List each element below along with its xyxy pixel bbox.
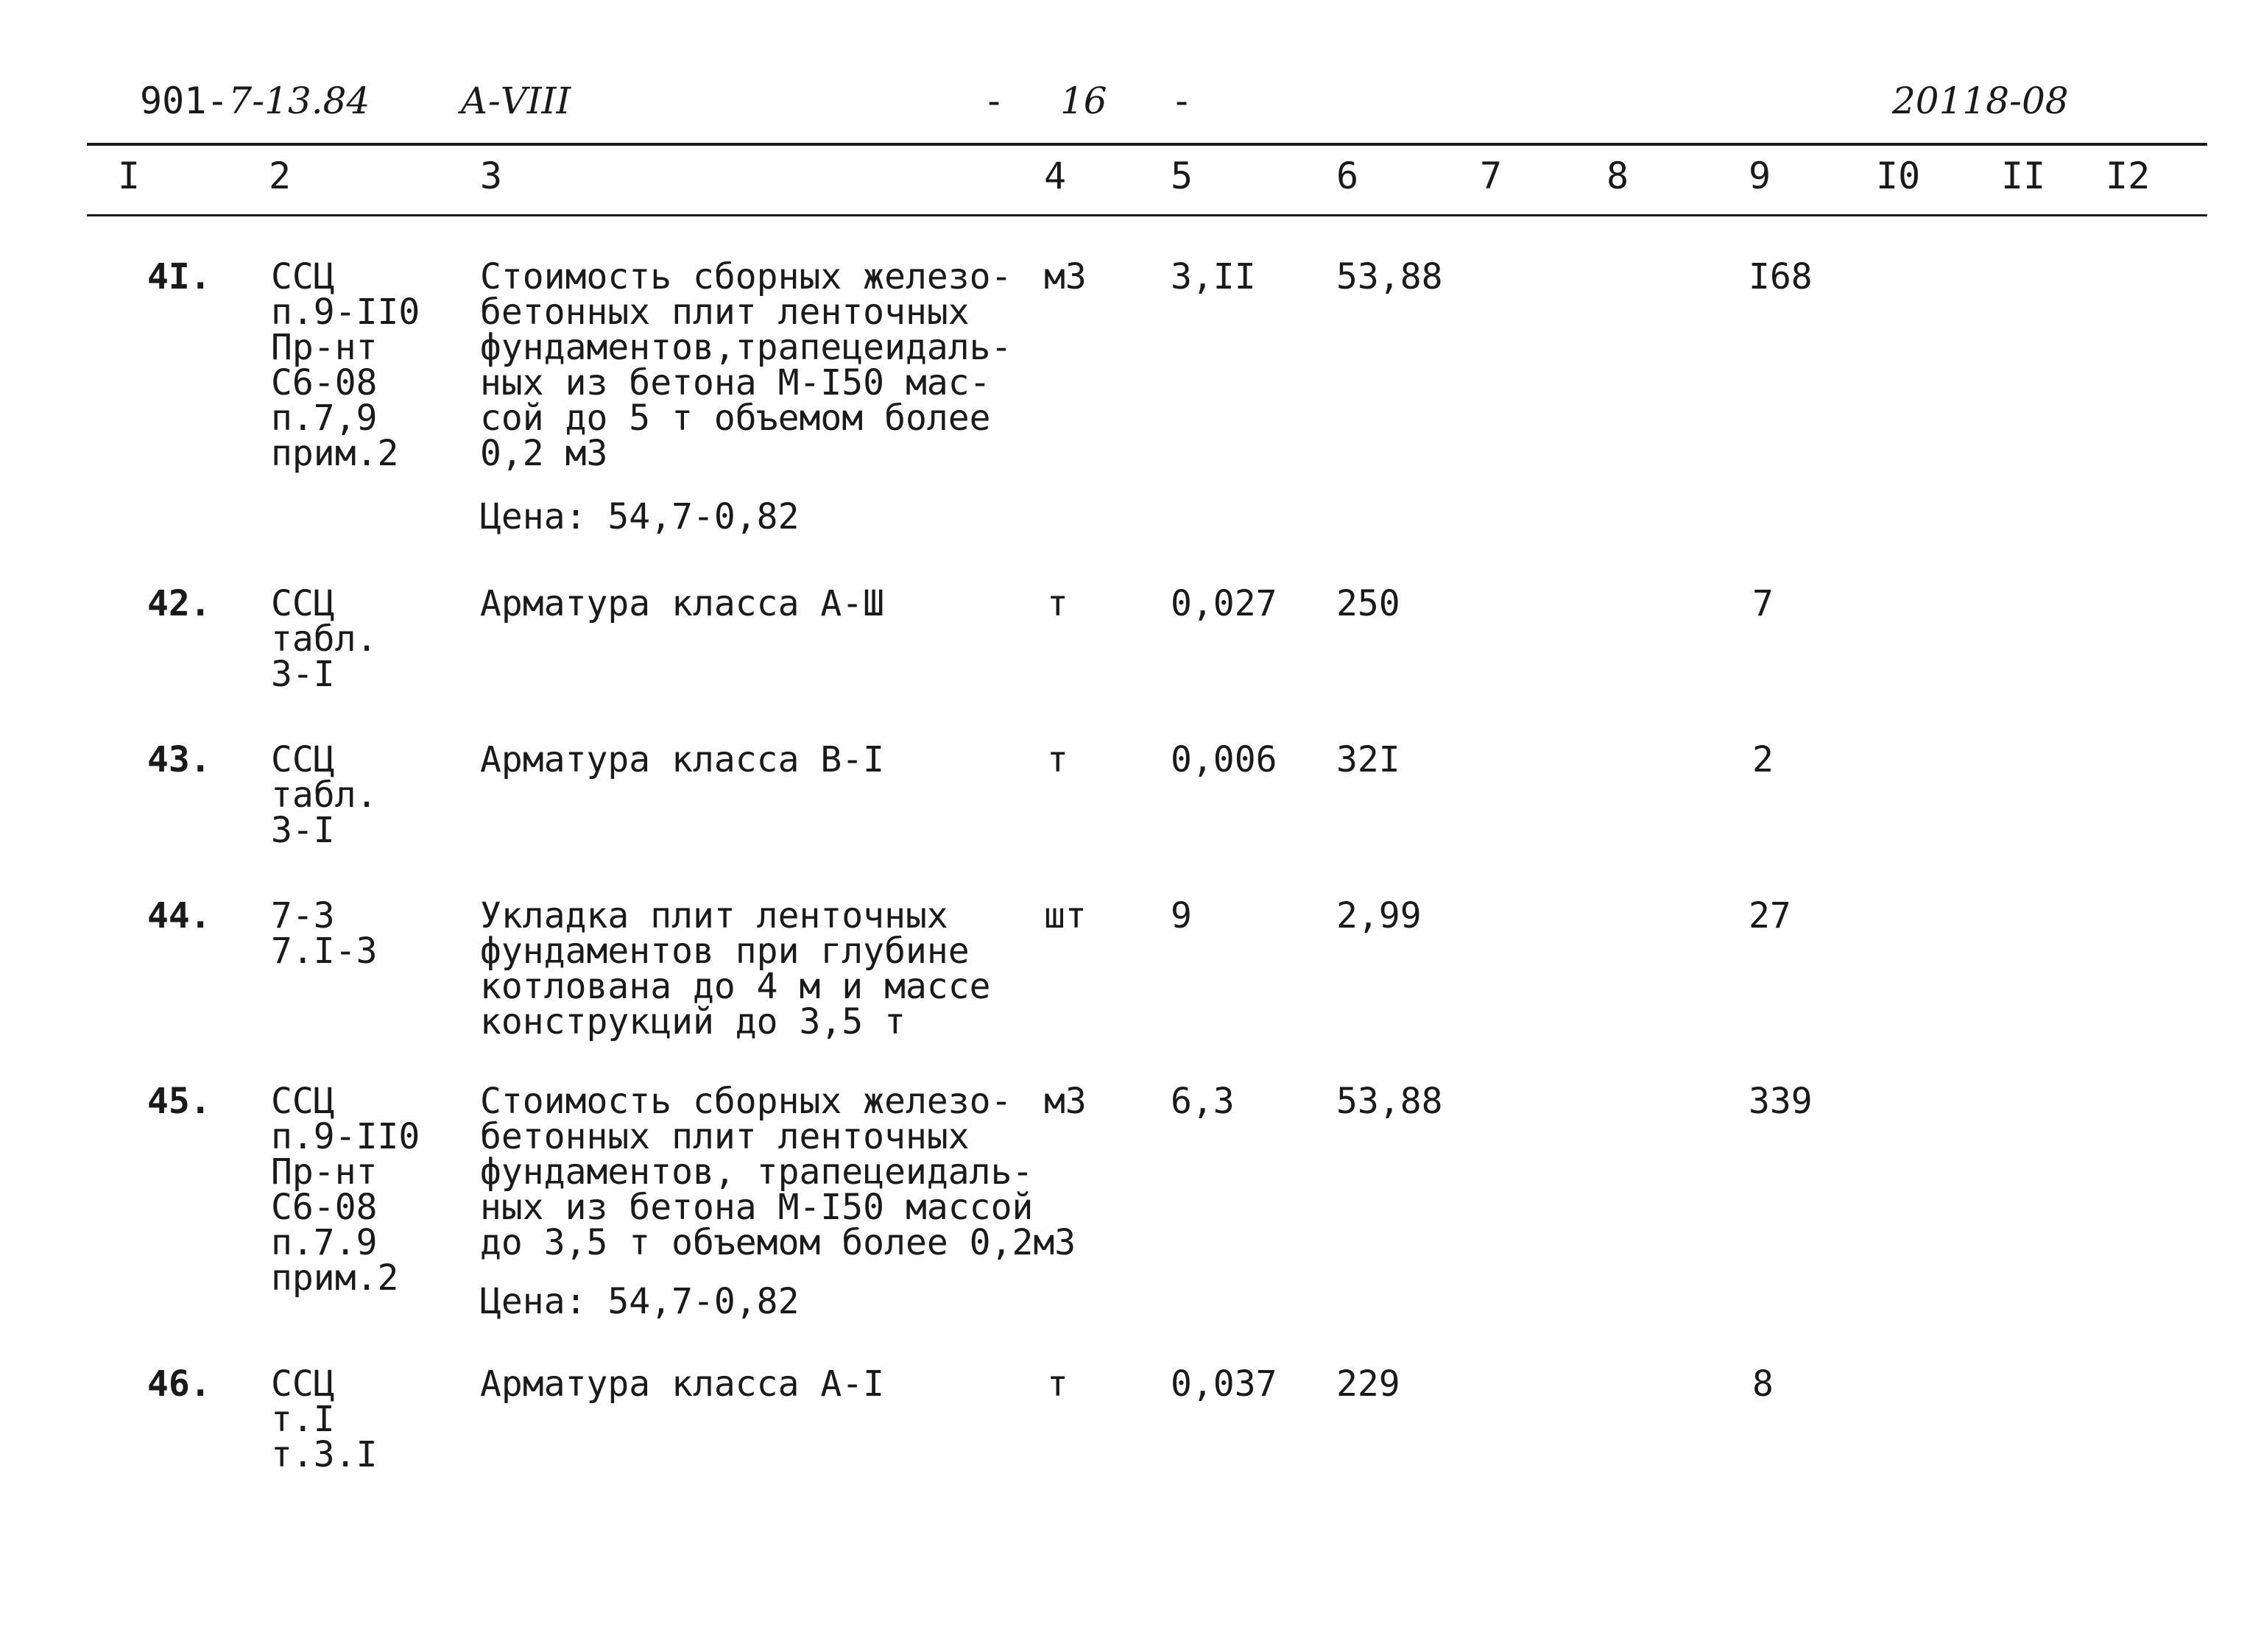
work-description: Стоимость сборных железо- бетонных плит ленточных фундаментов,трапецеидаль- ных из бетона М-I50 мас- сой до 5 т объемом более 0,2 м3 — [480, 256, 1012, 474]
row-number: 46. — [147, 1363, 211, 1405]
total-cost: 2 — [1752, 739, 1774, 780]
column-header: 9 — [1749, 155, 1771, 197]
work-description: Арматура класса А-Ш — [480, 583, 885, 624]
unit-cost: 32I — [1336, 739, 1400, 780]
column-header: 8 — [1606, 155, 1629, 197]
norm-reference: ССЦ табл. 3-I — [271, 583, 378, 695]
document-code-handwritten: 7-13.84 — [228, 80, 370, 122]
row-number: 4I. — [147, 256, 211, 297]
page-dash-right: - — [1171, 80, 1193, 122]
unit: м3 — [1044, 1081, 1087, 1122]
unit-cost: 229 — [1336, 1363, 1400, 1405]
total-cost: 8 — [1752, 1363, 1774, 1405]
column-header: 4 — [1044, 155, 1067, 197]
unit-cost: 53,88 — [1336, 256, 1443, 297]
price-note: Цена: 54,7-0,82 — [480, 1281, 800, 1322]
page-number: 16 — [1060, 80, 1107, 122]
quantity: 3,II — [1171, 256, 1256, 297]
price-note: Цена: 54,7-0,82 — [480, 496, 800, 537]
work-description: Стоимость сборных железо- бетонных плит ленточных фундаментов, трапецеидаль- ных из бетона М-I50 массой до 3,5 т объемом более 0,2м3 — [480, 1081, 1076, 1263]
row-number: 42. — [147, 583, 211, 624]
unit-cost: 53,88 — [1336, 1081, 1443, 1122]
column-header: I2 — [2106, 155, 2151, 197]
norm-reference: ССЦ п.9-II0 Пр-нт С6-08 п.7.9 прим.2 — [271, 1081, 420, 1299]
column-header: 5 — [1171, 155, 1193, 197]
unit: т — [1047, 739, 1068, 780]
quantity: 0,027 — [1171, 583, 1277, 624]
column-header: 2 — [269, 155, 292, 197]
unit-cost: 250 — [1336, 583, 1400, 624]
total-cost: 27 — [1749, 895, 1791, 936]
column-header: II — [2001, 155, 2046, 197]
header-bottom-rule — [87, 214, 2207, 216]
total-cost: 339 — [1749, 1081, 1813, 1122]
quantity: 0,006 — [1171, 739, 1277, 780]
quantity: 9 — [1171, 895, 1192, 936]
row-number: 44. — [147, 895, 211, 936]
work-description: Арматура класса В-I — [480, 739, 885, 780]
total-cost: I68 — [1749, 256, 1813, 297]
row-number: 43. — [147, 739, 211, 780]
unit: м3 — [1044, 256, 1087, 297]
sheet-code: 20118-08 — [1892, 80, 2069, 122]
column-header: 7 — [1480, 155, 1503, 197]
quantity: 0,037 — [1171, 1363, 1277, 1405]
norm-reference: ССЦ т.I т.3.I — [271, 1363, 378, 1475]
work-description: Арматура класса А-I — [480, 1363, 885, 1405]
column-header: I0 — [1876, 155, 1921, 197]
work-description: Укладка плит ленточных фундаментов при глубине котлована до 4 м и массе конструкций до 3,5 т — [480, 895, 991, 1042]
norm-reference: ССЦ п.9-II0 Пр-нт С6-08 п.7,9 прим.2 — [271, 256, 420, 474]
column-header: 3 — [480, 155, 503, 197]
row-number: 45. — [147, 1081, 211, 1122]
total-cost: 7 — [1752, 583, 1774, 624]
document-code — [140, 80, 370, 122]
unit: т — [1047, 1363, 1068, 1405]
column-header: 6 — [1336, 155, 1359, 197]
album-number: А-VIII — [460, 80, 571, 122]
unit-cost: 2,99 — [1336, 895, 1422, 936]
quantity: 6,3 — [1171, 1081, 1235, 1122]
page-dash-left: - — [983, 80, 1006, 122]
unit: шт — [1044, 895, 1087, 936]
document-code-printed: 901- — [140, 80, 229, 122]
norm-reference: ССЦ табл. 3-I — [271, 739, 378, 851]
norm-reference: 7-3 7.I-3 — [271, 895, 378, 972]
unit: т — [1047, 583, 1068, 624]
column-header: I — [118, 155, 141, 197]
header-top-rule — [87, 143, 2207, 146]
